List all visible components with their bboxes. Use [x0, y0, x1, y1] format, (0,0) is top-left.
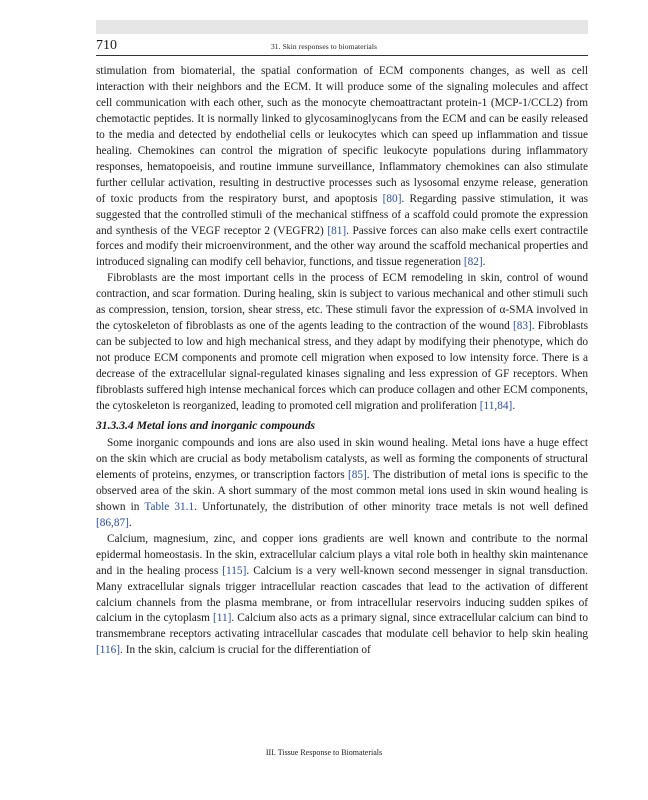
paragraph-text: . — [482, 256, 486, 269]
page-footer: III. Tissue Response to Biomaterials — [265, 748, 383, 757]
paragraph-text: . — [128, 516, 132, 529]
section-paragraphs — [96, 436, 588, 659]
paragraph — [96, 271, 588, 415]
paragraph-text: . Calcium also acts as a primary signal, since extracellular calcium can bind to transmembrane receptors activating intracellular cascades that modulate cell behavior to help skin healing — [96, 612, 588, 641]
citation-link[interactable]: [11] — [213, 612, 232, 625]
paragraph-text: . Regarding passive stimulation, it was suggested that the controlled stimuli of the mechanical stiffness of a scaffold could promote the expression and synthesis of the VEGF receptor 2 (VEGFR2) — [96, 192, 589, 237]
page-number: 710 — [96, 38, 117, 53]
paragraph — [96, 436, 588, 532]
running-title: 31. Skin responses to biomaterials — [270, 42, 378, 51]
paragraph-text: . The distribution of metal ions is specific to the observed area of the skin. A short summary of the most common metal ions used in skin wound healing is shown in — [96, 468, 588, 513]
paragraph — [96, 64, 588, 271]
citation-link[interactable]: [11,84] — [479, 400, 513, 413]
paragraph-text: Calcium, magnesium, zinc, and copper ions gradients are well known and contribute to the normal epidermal homeostasis. In the skin, extracellular calcium plays a vital role both in healthy skin maintenance and in the healing process — [96, 532, 588, 577]
body-text — [96, 64, 588, 659]
paragraph-text: Some inorganic compounds and ions are also used in skin wound healing. Metal ions have a huge effect on the skin which are crucial as body metabolism catalysts, as well as forming the components of structural elements of proteins, enzymes, or transcription factors — [96, 436, 588, 481]
citation-link[interactable]: [81] — [327, 224, 347, 237]
citation-link[interactable]: [80] — [382, 192, 402, 205]
citation-link[interactable]: [116] — [96, 644, 121, 657]
citation-link[interactable]: [83] — [512, 320, 532, 333]
citation-link[interactable]: [86,87] — [96, 516, 129, 529]
section-heading: 31.3.3.4 Metal ions and inorganic compounds — [96, 418, 316, 432]
citation-link[interactable]: [85] — [347, 468, 367, 481]
citation-link[interactable]: [115] — [222, 564, 247, 577]
paragraph-text: . Unfortunately, the distribution of other minority trace metals is not well defined — [194, 500, 589, 513]
paragraph-text: Fibroblasts are the most important cells in the process of ECM remodeling in skin, control of wound contraction, and scar formation. During healing, skin is subject to various mechanical and other stimuli such as compression, tension, torsion, shear stress, etc. These stimuli favor the expression of α-SMA involved in the cytoskeleton of fibroblasts as one of the agents leading to the contraction of the wound — [96, 272, 588, 333]
paragraph-text: . — [512, 400, 516, 413]
header-rule — [96, 55, 588, 56]
paragraph-text: . Fibroblasts can be subjected to low and high mechanical stress, and they adapt by modifying their phenotype, which do not produce ECM components and promote cell migration when exposed to low intensity force. There is a decrease of the extracellular signal-regulated kinases signaling and less expression of GF receptors. When fibroblasts suffered high intense mechanical forces which can produce collagen and other ECM components, the cytoskeleton is reorganized, leading to promoted cell migration and proliferation — [96, 320, 588, 413]
intro-paragraphs — [96, 64, 588, 415]
header-band — [96, 20, 588, 34]
citation-link[interactable]: Table 31.1 — [144, 500, 195, 513]
paragraph-text: stimulation from biomaterial, the spatial conformation of ECM components changes, as well as cell interaction with their neighbors and the ECM. It will produce some of the signaling molecules and affect cell communication with each other, such as the monocyte chemoattractant protein-1 (MCP-1/CCL2) from chemotactic peptides. It is normally linked to glycosaminoglycans from the ECM and can be easily released to the media and detected by endothelial cells or leukocytes which can speed up inflammation and tissue healing. Chemokines can control the migration of specific leukocyte populations during inflammatory responses, hematopoeisis, and routine immune surveillance, Inflammatory chemokines can also stimulate further cellular activation, resulting in destructive processes such as lysosomal enzyme release, generation of toxic products from the respiratory burst, and apoptosis — [96, 65, 588, 205]
citation-link[interactable]: [82] — [463, 256, 483, 269]
paragraph — [96, 532, 588, 660]
paragraph-text: . Passive forces can also make cells exert contractile forces and modify their microenvironment, and the other way around the scaffold mechanical properties and introduced signaling can modify cell behavior, functions, and tissue regeneration — [96, 224, 588, 269]
paragraph-text: . In the skin, calcium is crucial for the differentiation of — [120, 644, 371, 657]
paragraph-text: . Calcium is a very well-known second messenger in signal transduction. Many extracellular signals trigger intracellular reaction cascades that lead to the activation of different calcium channels from the plasma membrane, or from intracellular reservoirs inducing sudden spikes of calcium in the cytoplasm — [96, 564, 589, 625]
